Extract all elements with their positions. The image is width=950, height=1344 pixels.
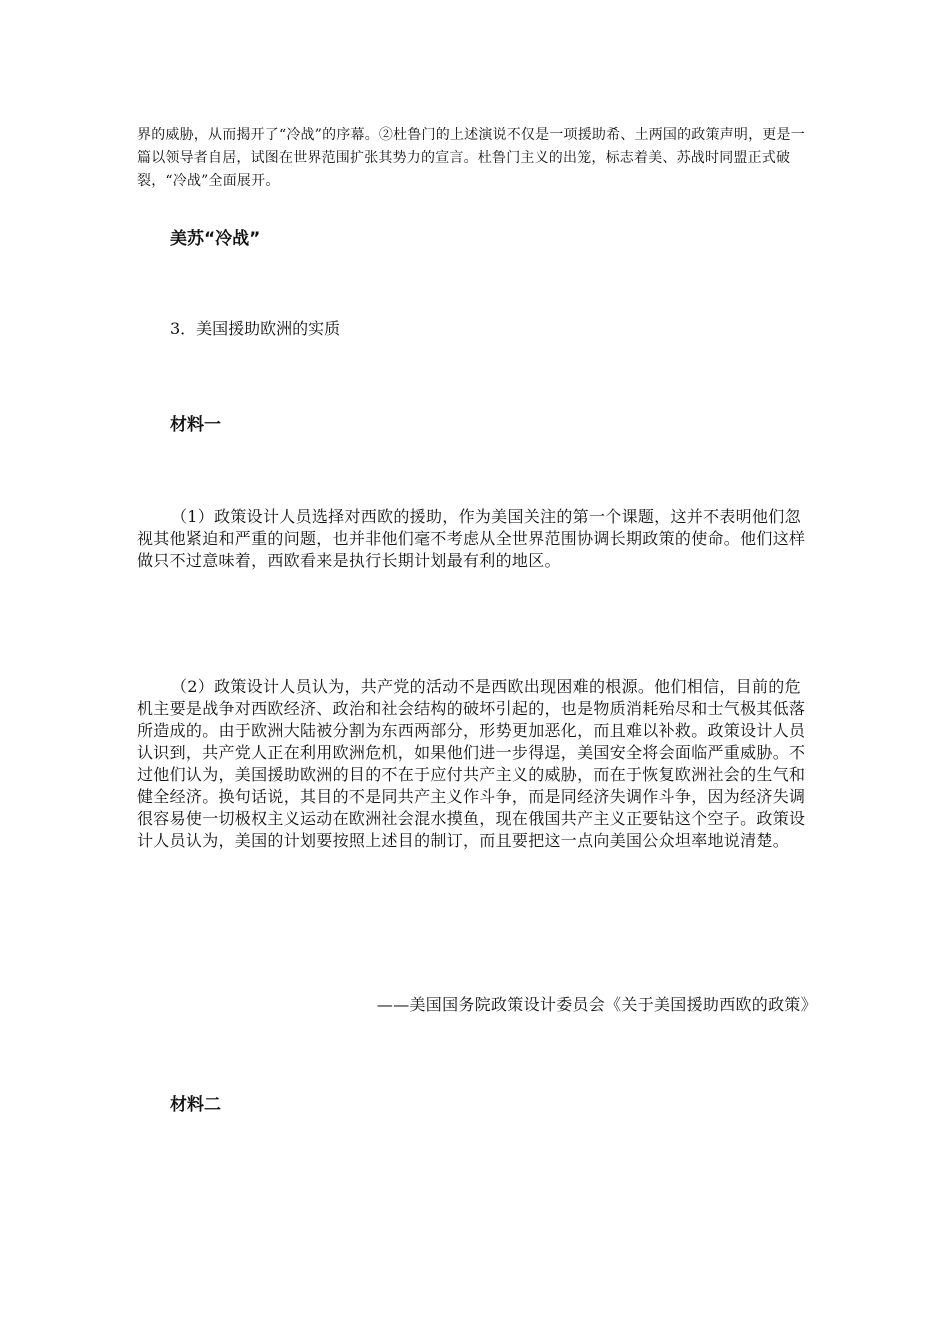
material-1-paragraph-1: （1）政策设计人员选择对西欧的援助，作为美国关注的第一个课题，这并不表明他们忽视其他紧迫和严重的问题，也并非他们毫不考虑从全世界范围协调长期政策的使命。他们这样做只不过意味着，西欧看来是执行长期计划最有利的地区。	[137, 507, 806, 570]
intro-paragraph: 界的威胁，从而揭开了“冷战”的序幕。②杜鲁门的上述演说不仅是一项援助希、土两国的政策声明，更是一篇以领导者自居，试图在世界范围扩张其势力的宣言。杜鲁门主义的出笼，标志着美、苏战时同盟正式破裂，“冷战”全面展开。	[137, 127, 805, 189]
heading-cold-war: 美苏“冷战”	[170, 229, 261, 249]
material-1-paragraph-2: （2）政策设计人员认为，共产党的活动不是西欧出现困难的根源。他们相信，目前的危机主要是战争对西欧经济、政治和社会结构的破坏引起的，也是物质消耗殆尽和士气极其低落所造成的。由于欧洲大陆被分割为东西两部分，形势更加恶化，而且难以补救。政策设计人员认识到，共产党人正在利用欧洲危机，如果他们进一步得逞，美国安全将会面临严重威胁。不过他们认为，美国援助欧洲的目的不在于应付共产主义的威胁，而在于恢复欧洲社会的生气和健全经济。换句话说，其目的不是同共产主义作斗争，而是同经济失调作斗争，因为经济失调很容易使一切极权主义运动在欧洲社会混水摸鱼，现在俄国共产主义正要钻这个空子。政策设计人员认为，美国的计划要按照上述目的制订，而且要把这一点向美国公众坦率地说清楚。	[137, 677, 806, 850]
material-1-label: 材料一	[170, 415, 221, 435]
section-3-title: 3．美国援助欧洲的实质	[170, 319, 341, 338]
material-2-label: 材料二	[170, 1095, 221, 1115]
material-1-source: ——美国国务院政策设计委员会《关于美国援助西欧的政策》	[376, 995, 817, 1014]
